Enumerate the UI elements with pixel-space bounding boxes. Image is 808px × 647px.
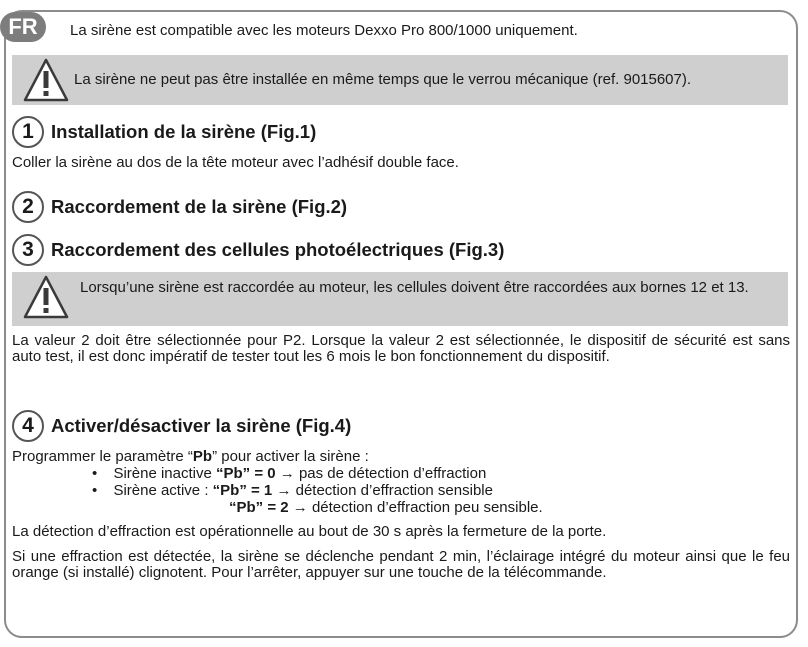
intro-text: La sirène est compatible avec les moteurs Dexxo Pro 800/1000 uniquement.: [70, 22, 578, 39]
bullet-inactive: • Sirène inactive “Pb” = 0 → pas de détection d’effraction: [92, 465, 487, 482]
bullet-active: • Sirène active : “Pb” = 1 → détection d’effraction sensible: [92, 482, 493, 499]
section-number: 4: [12, 410, 44, 442]
section-title: Activer/désactiver la sirène (Fig.4): [51, 415, 352, 436]
warning-triangle-icon: [22, 274, 70, 320]
section-title: Installation de la sirène (Fig.1): [51, 121, 317, 142]
arrow-right-icon: →: [292, 499, 308, 516]
warning-box-1: [12, 55, 788, 105]
arrow-right-icon: →: [279, 465, 295, 482]
warning-triangle-icon: [22, 57, 70, 103]
section-3-heading: [12, 234, 504, 266]
warning-box-2: [12, 272, 788, 326]
bullet-icon: •: [92, 465, 98, 482]
programming-instruction: Programmer le paramètre “Pb” pour activer la sirène :: [12, 448, 369, 465]
active-option-2: “Pb” = 2 → détection d’effraction peu sensible.: [229, 499, 543, 516]
warning-text-2: Lorsqu’une sirène est raccordée au moteur, les cellules doivent être raccordées aux bornes 12 et 13.: [80, 279, 749, 296]
section-4-heading: [12, 410, 351, 442]
section-title: Raccordement des cellules photoélectriques (Fig.3): [51, 239, 505, 260]
section-2-heading: [12, 191, 347, 223]
section-title: Raccordement de la sirène (Fig.2): [51, 196, 348, 217]
section-number: 2: [12, 191, 44, 223]
arrow-right-icon: →: [276, 482, 292, 499]
parameter-name: Pb: [192, 448, 213, 465]
intrusion-text: Si une effraction est détectée, la sirène se déclenche pendant 2 min, l’éclairage intégré du moteur ainsi que le feu orange (si installé) clignotent. Pour l’arrêter, appuyer sur une touche de la télécommande.: [12, 548, 790, 581]
section-number: 1: [12, 116, 44, 148]
section-number: 3: [12, 234, 44, 266]
section-1-heading: [12, 116, 316, 148]
warning-text-1: La sirène ne peut pas être installée en même temps que le verrou mécanique (ref. 9015607).: [74, 71, 692, 88]
section-3-text: La valeur 2 doit être sélectionnée pour P2. Lorsque la valeur 2 est sélectionnée, le dispositif de sécurité est sans auto test, il est donc impératif de tester tout les 6 mois le bon fonctionnement du dispositif.: [12, 332, 790, 365]
section-1-text: Coller la sirène au dos de la tête moteur avec l’adhésif double face.: [12, 154, 459, 171]
language-badge: FR: [0, 12, 46, 42]
bullet-icon: •: [92, 482, 98, 499]
detection-text: La détection d’effraction est opérationnelle au bout de 30 s après la fermeture de la porte.: [12, 523, 607, 540]
